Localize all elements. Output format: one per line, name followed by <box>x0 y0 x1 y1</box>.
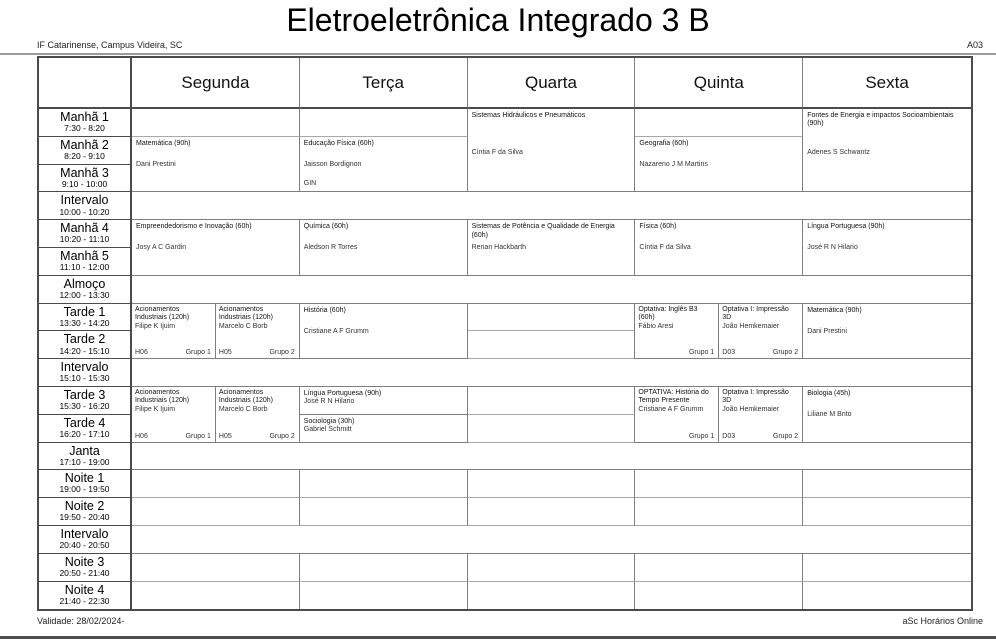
period-intervalo-3: Intervalo 20:40 - 20:50 <box>39 526 132 554</box>
timetable-code: A03 <box>966 40 983 50</box>
empty-cell <box>132 109 300 137</box>
empty-cell <box>300 109 468 137</box>
lesson-fontes-energia: Fontes de Energia e impactos Socioambientais (90h) Adenes S Schwantz <box>803 109 971 192</box>
break-row-intervalo-1 <box>132 192 971 220</box>
empty-cell <box>132 554 300 582</box>
break-row-janta <box>132 443 971 471</box>
lesson-acionamentos-grupo2: Acionamentos Industriais (120h) Marcelo C Borb H05 Grupo 2 <box>215 387 299 442</box>
lesson-sistemas-potencia: Sistemas de Potência e Qualidade de Energia (60h) Renan Hackbarth <box>468 220 636 276</box>
lesson-optativas-tarde34 <box>635 387 803 443</box>
period-noite-2: Noite 2 19:50 - 20:40 <box>39 498 132 526</box>
top-rule <box>0 53 996 55</box>
period-manha-4: Manhã 4 10:20 - 11:10 <box>39 220 132 248</box>
lesson-historia: História (60h) Cristiane A F Grumm <box>300 304 468 360</box>
lesson-matematica-segunda: Matemática (90h) Dani Prestini <box>132 137 300 193</box>
period-tarde-3: Tarde 3 15:30 - 16:20 <box>39 387 132 415</box>
empty-cell <box>132 498 300 526</box>
page-title: Eletroeletrônica Integrado 3 B <box>286 2 710 38</box>
empty-cell <box>468 554 636 582</box>
period-tarde-1: Tarde 1 13:30 - 14:20 <box>39 304 132 332</box>
period-almoco: Almoço 12:00 - 13:30 <box>39 276 132 304</box>
empty-cell <box>635 470 803 498</box>
period-janta: Janta 17:10 - 19:00 <box>39 443 132 471</box>
lesson-optativa-ingles: Optativa: Inglês B3 (60h) Fábio Aresi Grupo 1 <box>638 305 715 357</box>
room-label: GIN <box>303 180 317 188</box>
empty-cell <box>803 470 971 498</box>
group-label: Grupo 1 <box>185 432 211 440</box>
lesson-acionamentos-tarde34 <box>132 387 300 443</box>
period-manha-2: Manhã 2 8:20 - 9:10 <box>39 137 132 165</box>
lesson-fisica: Física (60h) Cíntia F da Silva <box>635 220 803 276</box>
period-manha-3: Manhã 3 9:10 - 10:00 <box>39 165 132 193</box>
group-label: Grupo 1 <box>688 432 715 440</box>
lesson-geografia: Geografia (60h) Nazareno J M Martins <box>635 137 803 193</box>
day-header-segunda: Segunda <box>132 58 300 109</box>
room-label: H06 <box>135 349 148 357</box>
break-row-almoco <box>132 276 971 304</box>
empty-cell <box>132 470 300 498</box>
empty-cell <box>635 554 803 582</box>
empty-cell <box>803 554 971 582</box>
lesson-lingua-portuguesa-sexta: Língua Portuguesa (90h) José R N Hilario <box>803 220 971 276</box>
empty-cell <box>468 582 636 610</box>
period-noite-1: Noite 1 19:00 - 19:50 <box>39 470 132 498</box>
empty-cell <box>468 331 636 359</box>
lesson-educacao-fisica: Educação Física (60h) Jaisson Bordignon GIN <box>300 137 468 193</box>
empty-cell <box>468 387 636 415</box>
empty-cell <box>635 582 803 610</box>
lesson-acionamentos-grupo2: Acionamentos Industriais (120h) Marcelo C Borb H05 Grupo 2 <box>215 304 299 359</box>
timetable-grid <box>37 56 973 611</box>
group-label: Grupo 2 <box>269 349 295 357</box>
day-header-quarta: Quarta <box>468 58 636 109</box>
lesson-optativas-tarde12 <box>635 304 803 360</box>
group-label: Grupo 1 <box>688 349 715 357</box>
lesson-lingua-portuguesa-terca: Língua Portuguesa (90h) José R N Hilario <box>300 387 468 415</box>
period-noite-3: Noite 3 20:50 - 21:40 <box>39 554 132 582</box>
lesson-acionamentos-grupo1: Acionamentos Industriais (120h) Filipe K Ijuim H06 Grupo 1 <box>135 388 211 440</box>
room-label: H05 <box>218 349 232 357</box>
lesson-acionamentos-tarde12 <box>132 304 300 360</box>
group-label: Grupo 1 <box>185 349 211 357</box>
empty-cell <box>300 470 468 498</box>
room-label: H06 <box>135 432 148 440</box>
period-manha-5: Manhã 5 11:10 - 12:00 <box>39 248 132 276</box>
brand-label: aSc Horários Online <box>902 616 983 626</box>
lesson-optativa-impressao3d: Optativa I: Impressão 3D João Hemkemaier D03 Grupo 2 <box>718 387 802 442</box>
empty-cell <box>468 304 636 332</box>
room-label: D03 <box>722 349 736 357</box>
lesson-biologia: Biologia (45h) Liliane M Brito <box>803 387 971 443</box>
lesson-matematica-sexta: Matemática (90h) Dani Prestini <box>803 304 971 360</box>
empty-cell <box>300 582 468 610</box>
validity-label: Validade: 28/02/2024- <box>37 616 125 626</box>
institution-label: IF Catarinense, Campus Videira, SC <box>37 40 183 50</box>
day-header-terca: Terça <box>300 58 468 109</box>
lesson-optativa-impressao3d: Optativa I: Impressão 3D João Hemkemaier D03 Grupo 2 <box>718 304 802 359</box>
room-label: H05 <box>218 432 232 440</box>
lesson-empreendedorismo: Empreendedorismo e Inovação (60h) Josy A C Gardin <box>132 220 300 276</box>
period-manha-1: Manhã 1 7:30 - 8:20 <box>39 109 132 137</box>
empty-cell <box>468 498 636 526</box>
empty-cell <box>468 470 636 498</box>
group-label: Grupo 2 <box>772 349 799 357</box>
empty-cell <box>635 498 803 526</box>
bottom-rule <box>0 636 996 639</box>
break-row-intervalo-2 <box>132 359 971 387</box>
period-tarde-2: Tarde 2 14:20 - 15:10 <box>39 331 132 359</box>
corner-cell <box>39 58 132 109</box>
lesson-acionamentos-grupo1: Acionamentos Industriais (120h) Filipe K Ijuim H06 Grupo 1 <box>135 305 211 357</box>
empty-cell <box>132 582 300 610</box>
room-label: D03 <box>722 432 736 440</box>
day-header-quinta: Quinta <box>635 58 803 109</box>
lesson-sociologia: Sociologia (30h) Gabriel Schmitt <box>300 415 468 443</box>
period-intervalo-2: Intervalo 15:10 - 15:30 <box>39 359 132 387</box>
empty-cell <box>300 498 468 526</box>
group-label: Grupo 2 <box>269 432 295 440</box>
empty-cell <box>635 109 803 137</box>
day-header-sexta: Sexta <box>803 58 971 109</box>
lesson-quimica: Química (60h) Aledson R Torres <box>300 220 468 276</box>
empty-cell <box>803 582 971 610</box>
period-tarde-4: Tarde 4 16:20 - 17:10 <box>39 415 132 443</box>
empty-cell <box>468 415 636 443</box>
empty-cell <box>803 498 971 526</box>
lesson-optativa-historia-tempo-presente: OPTATIVA: História do Tempo Presente Cristiane A F Grumm Grupo 1 <box>638 388 715 440</box>
group-label: Grupo 2 <box>772 432 799 440</box>
break-row-intervalo-3 <box>132 526 971 554</box>
lesson-sistemas-hidraulicos: Sistemas Hidráulicos e Pneumáticos Cíntia F da Silva <box>468 109 636 192</box>
empty-cell <box>300 554 468 582</box>
period-intervalo-1: Intervalo 10:00 - 10:20 <box>39 192 132 220</box>
period-noite-4: Noite 4 21:40 - 22:30 <box>39 582 132 610</box>
